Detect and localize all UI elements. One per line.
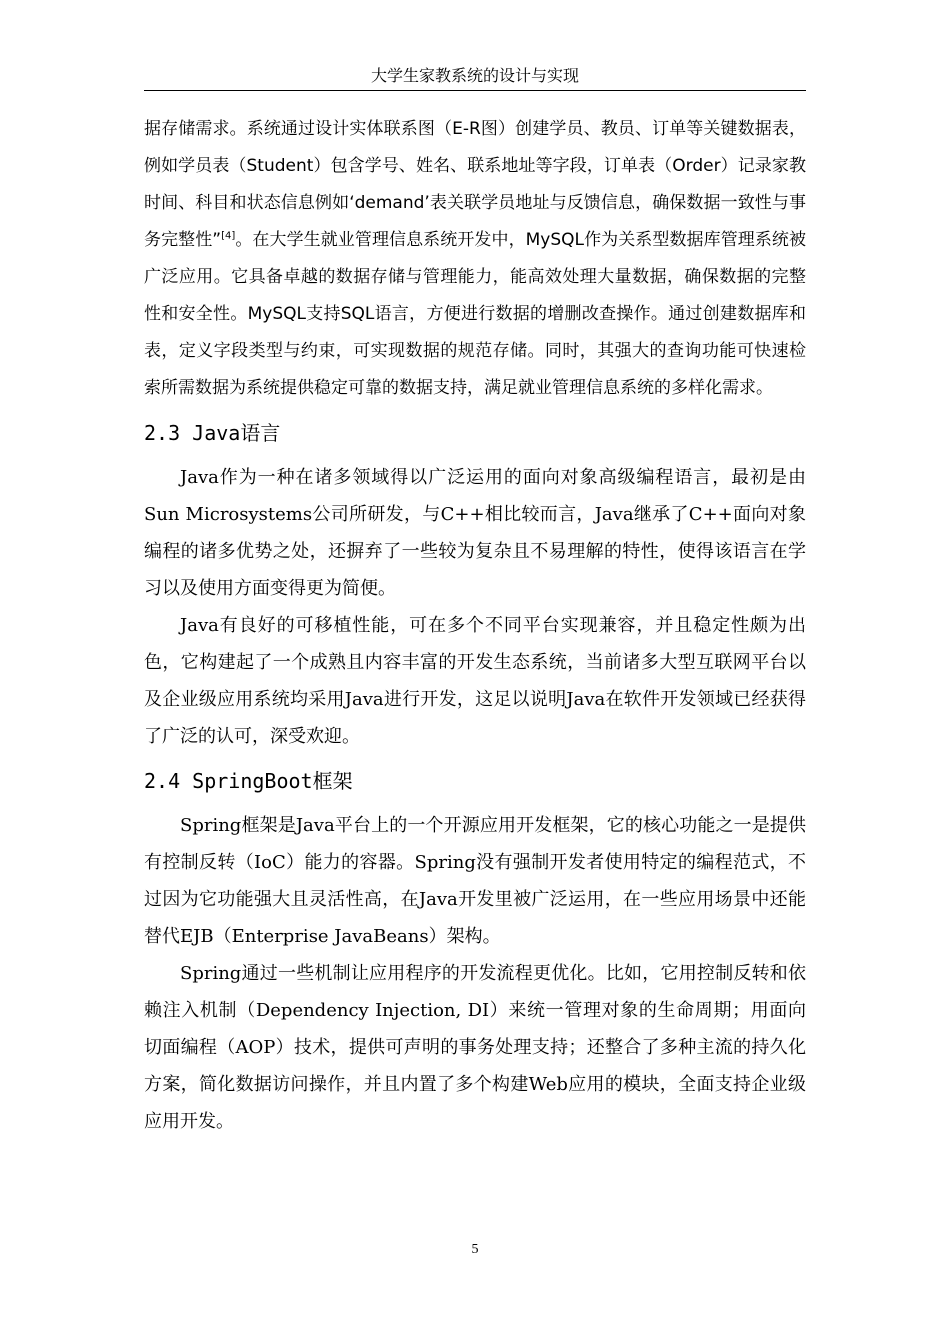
paragraph-java-intro: Java作为一种在诸多领域得以广泛运用的面向对象高级编程语言，最初是由Sun Microsystems公司所研发，与C++相比较而言，Java继承了C++面向对象编程的诸多优势之处，还摒弃了一些较为复杂且不易理解的特性，使得该语言在学习以及使用方面变得更为简便。 [144,467,806,599]
running-header: 大学生家教系统的设计与实现 [370,66,579,85]
paragraph-spring-mechanisms: Spring通过一些机制让应用程序的开发流程更优化。比如，它用控制反转和依赖注入机制（Dependency Injection, DI）来统一管理对象的生命周期；用面向切面编程（AOP）技术，提供可声明的事务处理支持；还整合了多种主流的持久化方案，简化数据访问操作，并且内置了多个构建Web应用的模块，全面支持企业级应用开发。 [144,963,806,1132]
section-heading-java: 2.3 Java语言 [144,421,281,445]
page-content [144,111,806,1140]
paragraph-java-portability: Java有良好的可移植性能，可在多个不同平台实现兼容，并且稳定性颇为出色，它构建起了一个成熟且内容丰富的开发生态系统，当前诸多大型互联网平台以及企业级应用系统均采用Java进行开发，这足以说明Java在软件开发领域已经获得了广泛的认可，深受欢迎。 [144,615,806,747]
paragraph-continued-text: 据存储需求。系统通过设计实体联系图（E-R图）创建学员、教员、订单等关键数据表，例如学员表（Student）包含学号、姓名、联系地址等字段，订单表（Order）记录家教时间、科目和状态信息例如‘demand’表关联学员地址与反馈信息，确保数据一致性与事务完整性” [144,119,806,250]
header-rule [144,90,806,91]
paragraph-continued [144,111,806,407]
section-heading-springboot: 2.4 SpringBoot框架 [144,769,353,793]
page-number: 5 [471,1242,479,1257]
citation-reference[interactable]: [4] [221,230,236,242]
paragraph-spring-intro: Spring框架是Java平台上的一个开源应用开发框架，它的核心功能之一是提供有控制反转（IoC）能力的容器。Spring没有强制开发者使用特定的编程范式，不过因为它功能强大且灵活性高，在Java开发里被广泛运用，在一些应用场景中还能替代EJB（Enterprise JavaBeans）架构。 [144,815,806,947]
paragraph-continued-tail: 。在大学生就业管理信息系统开发中，MySQL作为关系型数据库管理系统被广泛应用。它具备卓越的数据存储与管理能力，能高效处理大量数据，确保数据的完整性和安全性。MySQL支持SQL语言，方便进行数据的增删改查操作。通过创建数据库和表，定义字段类型与约束，可实现数据的规范存储。同时，其强大的查询功能可快速检索所需数据为系统提供稳定可靠的数据支持，满足就业管理信息系统的多样化需求。 [144,230,806,398]
